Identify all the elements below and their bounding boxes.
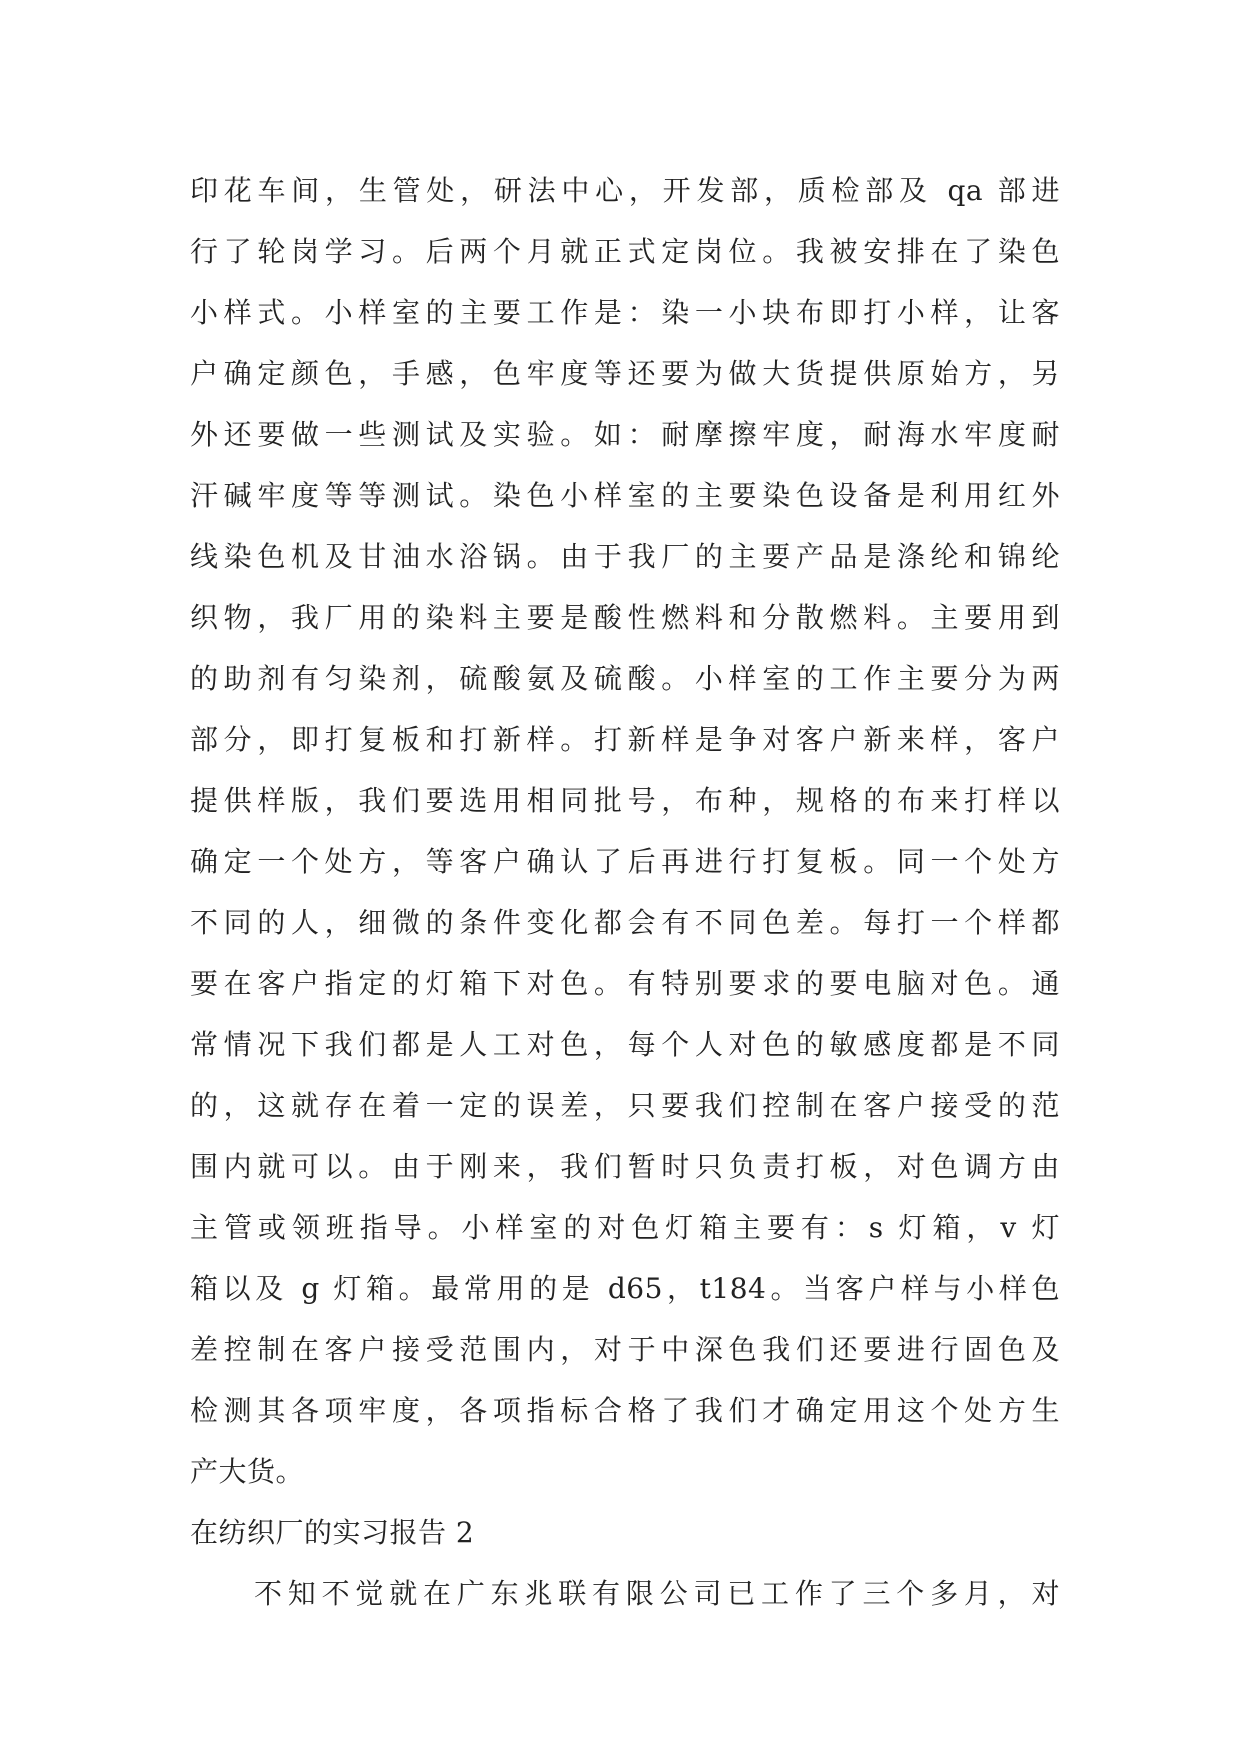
paragraph-line: 差控制在客户接受范围内，对于中深色我们还要进行固色及 (190, 1333, 1060, 1366)
paragraph-line: 不同的人，细微的条件变化都会有不同色差。每打一个样都 (190, 906, 1060, 939)
paragraph-line: 提供样版，我们要选用相同批号，布种，规格的布来打样以 (190, 784, 1060, 817)
paragraph-line: 检测其各项牢度，各项指标合格了我们才确定用这个处方生 (190, 1394, 1060, 1427)
paragraph-line: 行了轮岗学习。后两个月就正式定岗位。我被安排在了染色 (190, 235, 1060, 268)
paragraph-line: 的，这就存在着一定的误差，只要我们控制在客户接受的范 (190, 1089, 1060, 1122)
document-body (190, 160, 1060, 1624)
section-heading: 在纺织厂的实习报告 2 (190, 1516, 475, 1549)
paragraph-line: 印花车间，生管处，研法中心，开发部，质检部及 qa 部进 (190, 174, 1060, 207)
paragraph-line: 要在客户指定的灯箱下对色。有特别要求的要电脑对色。通 (190, 967, 1060, 1000)
paragraph-line: 户确定颜色，手感，色牢度等还要为做大货提供原始方，另 (190, 357, 1060, 390)
paragraph-line: 线染色机及甘油水浴锅。由于我厂的主要产品是涤纶和锦纶 (190, 540, 1060, 573)
paragraph-line: 围内就可以。由于刚来，我们暂时只负责打板，对色调方由 (190, 1150, 1060, 1183)
paragraph-line: 部分，即打复板和打新样。打新样是争对客户新来样，客户 (190, 723, 1060, 756)
paragraph-line: 织物，我厂用的染料主要是酸性燃料和分散燃料。主要用到 (190, 601, 1060, 634)
paragraph-line: 确定一个处方，等客户确认了后再进行打复板。同一个处方 (190, 845, 1060, 878)
paragraph-line: 产大货。 (190, 1455, 305, 1488)
paragraph-line: 外还要做一些测试及实验。如：耐摩擦牢度，耐海水牢度耐 (190, 418, 1060, 451)
paragraph-line: 常情况下我们都是人工对色，每个人对色的敏感度都是不同 (190, 1028, 1060, 1061)
paragraph-line: 汗碱牢度等等测试。染色小样室的主要染色设备是利用红外 (190, 479, 1060, 512)
paragraph-line: 的助剂有匀染剂，硫酸氨及硫酸。小样室的工作主要分为两 (190, 662, 1060, 695)
paragraph-line: 主管或领班指导。小样室的对色灯箱主要有：s 灯箱，v 灯 (190, 1211, 1060, 1244)
paragraph-line: 箱以及 g 灯箱。最常用的是 d65，t184。当客户样与小样色 (190, 1272, 1060, 1305)
paragraph-line: 小样式。小样室的主要工作是：染一小块布即打小样，让客 (190, 296, 1060, 329)
paragraph-line: 不知不觉就在广东兆联有限公司已工作了三个多月，对 (254, 1577, 1060, 1610)
